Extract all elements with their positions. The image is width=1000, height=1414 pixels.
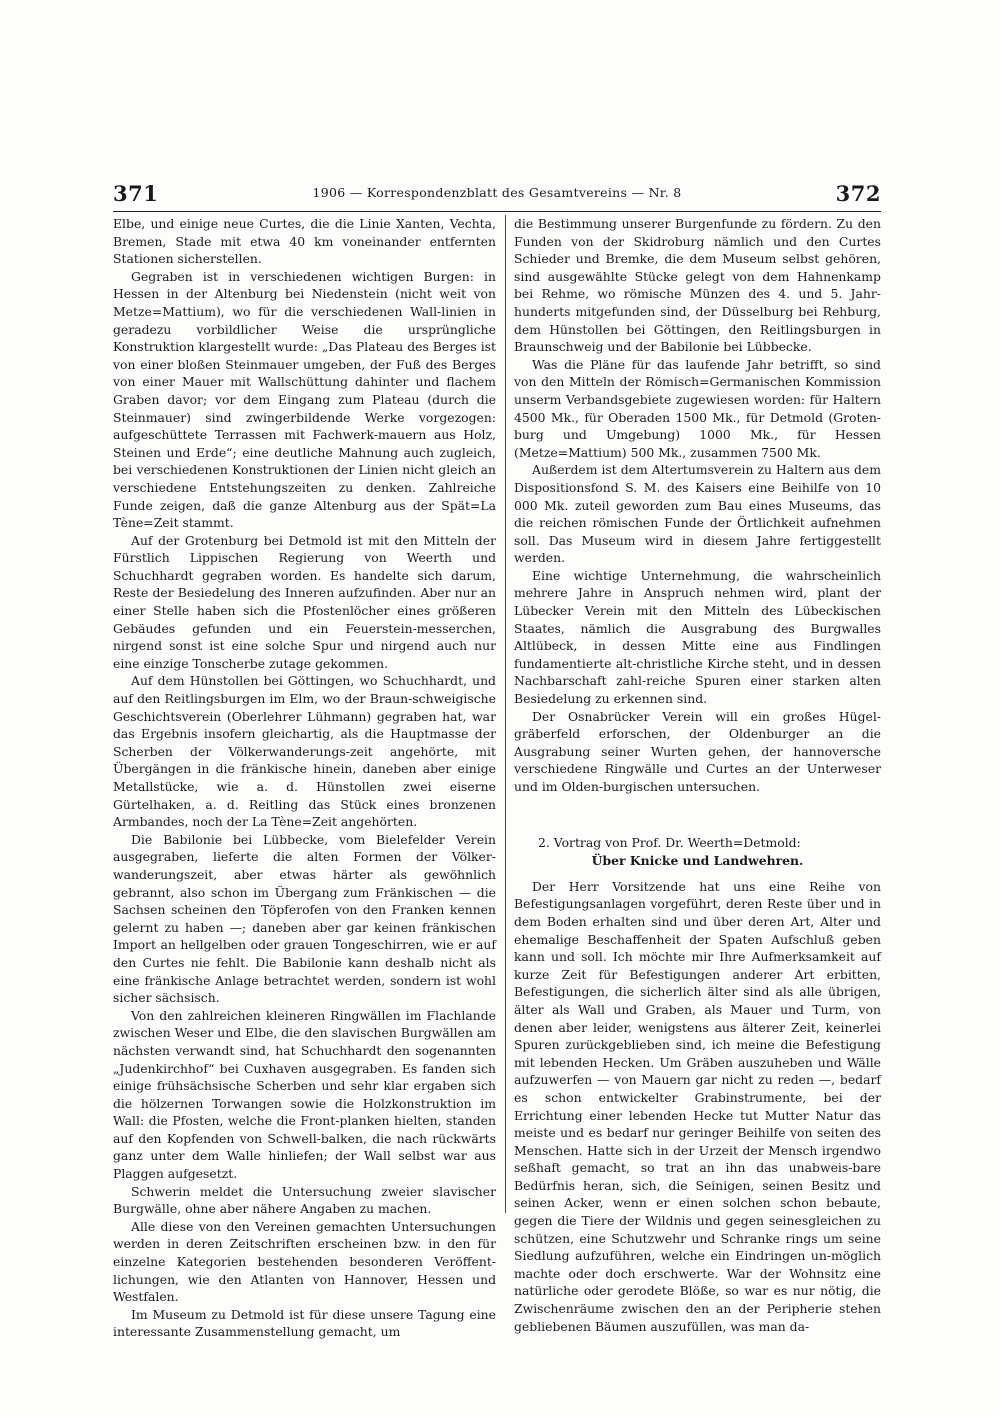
- page-number-left: 371: [113, 181, 159, 206]
- right-column: [514, 215, 881, 1335]
- paragraph: Die Babilonie bei Lübbecke, vom Bielefelder Verein ausgegraben, lieferte die alten Formen der Völker-wanderungszeit, aber etwas härter als gewöhnlich gebrannt, also schon im Übergang zum Fränkischen — die Sachsen scheinen den Töpferofen von den Franken kennen gelernt zu haben —; daneben aber gar keinen fränkischen Import an hellgelben oder grauen Tongeschirren, wie er auf den Curtes nie fehlt. Die Babilonie kann deshalb nicht als eine fränkische Anlage betrachtet werden, sondern ist wohl sicher sächsisch.: [113, 831, 496, 1006]
- paragraph: Auf der Grotenburg bei Detmold ist mit den Mitteln der Fürstlich Lippischen Regierung von Weerth und Schuchhardt gegraben worden. Es handelte sich darum, Reste der Besiedelung des Inneren aufzufinden. Aber nur an einer Stelle haben sich die Pfostenlöcher eines größeren Gebäudes gefunden und ein Feuerstein-messerchen, nirgend sonst ist eine solche Spur und nirgend auch nur eine einzige Tonscherbe zutage gekommen.: [113, 532, 496, 671]
- paragraph: die Bestimmung unserer Burgenfunde zu fördern. Zu den Funden von der Skidroburg nämlich und den Curtes Schieder und Bremke, die dem Museum selbst gehören, sind ausgewählte Stücke gelegt von dem Hahnenkamp bei Rehme, wo römische Münzen des 4. und 5. Jahr-hunderts mitgefunden sind, der Düsselburg bei Rehburg, dem Hünstollen bei Göttingen, den Reitlingsburgen in Braunschweig und der Babilonie bei Lübbecke.: [514, 216, 881, 355]
- column-divider: [505, 215, 506, 1213]
- paragraph: Von den zahlreichen kleineren Ringwällen im Flachlande zwischen Weser und Elbe, die den slavischen Burgwällen am nächsten verwandt sind, hat Schuchhardt den sogenannten „Judenkirchhof“ bei Cuxhaven ausgegraben. Es fanden sich einige frühsächsische Scherben und sehr klar ergaben sich die hölzernen Torwangen sowie die Holzkonstruktion im Wall: die Pfosten, welche die Front-planken hielten, standen auf den Kopfenden von Schwell-balken, die nach rückwärts ganz unter dem Walle hinliefen; der Wall selbst war aus Plaggen aufgesetzt.: [113, 1007, 497, 1182]
- paragraph: Schwerin meldet die Untersuchung zweier slavischer Burgwälle, ohne aber nähere Angaben zu machen.: [113, 1183, 496, 1217]
- page-number-right: 372: [835, 181, 881, 206]
- page-header: [113, 181, 881, 212]
- paragraph: Der Osnabrücker Verein will ein großes Hügel-gräberfeld erforschen, der Oldenburger an die Ausgrabung seiner Wurten gehen, der hannoversche verschiedene Ringwälle und Curtes an der Unterweser und im Olden-burgischen untersuchen.: [514, 708, 881, 794]
- paragraph: Alle diese von den Vereinen gemachten Untersuchungen werden in deren Zeitschriften erscheinen bzw. in den für einzelne Kategorien bestehenden besonderen Veröffent-lichungen, wie den Atlanten von Hannover, Hessen und Westfalen.: [113, 1218, 496, 1305]
- paragraph: Außerdem ist dem Altertumsverein zu Haltern aus dem Dispositionsfond S. M. des Kaisers eine Beihilfe von 10 000 Mk. zuteil geworden zum Bau eines Museums, das die reichen römischen Funde der Örtlichkeit aufnehmen soll. Das Museum wird in diesem Jahre fertiggestellt werden.: [514, 462, 881, 566]
- paragraph: Elbe, und einige neue Curtes, die die Linie Xanten, Vechta, Bremen, Stade mit etwa 40 km voneinander entfernten Stationen sicherstellen.: [113, 216, 496, 267]
- paragraph: Auf dem Hünstollen bei Göttingen, wo Schuchhardt, und auf den Reitlingsburgen im Elm, wo der Braun-schweigische Geschichtsverein (Oberlehrer Lühmann) gegraben hat, war das Ergebnis insofern gleichartig, als die Hauptmasse der Scherben der Völkerwanderungs-zeit angehörte, mit Übergängen in die fränkische hinein, daneben aber einige Metallstücke, wie a. d. Hünstollen zwei eiserne Gürtelhaken, a. d. Reitling das Stück eines bronzenen Armbandes, noch der La Tène=Zeit angehörten.: [113, 673, 496, 830]
- paragraph: Der Herr Vorsitzende hat uns eine Reihe von Befestigungsanlagen vorgeführt, deren Reste über und in dem Boden erhalten sind und über deren Art, Alter und ehemalige Beschaffenheit der Spaten Aufschluß geben kann und soll. Ich möchte mir Ihre Aufmerksamkeit auf kurze Zeit für Befestigungen anderer Art erbitten, Befestigungen, die sicherlich älter sind als alle übrigen, älter als Wall und Graben, als Mauer und Turm, von denen aber leider, wenigstens aus älterer Zeit, keinerlei Spuren zurückgeblieben sind, ich meine die Befestigung mit lebenden Hecken. Um Gräben auszuheben und Wälle aufzuwerfen — von Mauern gar nicht zu reden —, bedarf es schon entwickelter Grabinstrumente, bei der Errichtung einer lebenden Hecke tut Mutter Natur das meiste und es bedarf nur geringer Beihilfe von seiten des Menschen. Hatte sich in der Urzeit der Mensch irgendwo seßhaft gemacht, so trat an ihn das unabweis-bare Bedürfnis heran, sich, die Seinigen, seinen Besitz und seinen Acker, wenn er einen solchen schon bebaute, gegen die Tiere der Wildnis und gegen seinesgleichen zu schützen, eine Schutzwehr und Schranke rings um seine Siedlung aufzuführen, welche ein Eindringen un-möglich machte oder doch erschwerte. War der Wohnsitz eine natürliche oder gerodete Blöße, so war es nur nötig, die Zwischenräume zwischen den an der Peripherie stehen gebliebenen Bäumen auszufüllen, was man da-: [514, 878, 881, 1334]
- talk-heading: 2. Vortrag von Prof. Dr. Weerth=Detmold:: [538, 834, 801, 850]
- paragraph: Eine wichtige Unternehmung, die wahrscheinlich mehrere Jahre in Anspruch nehmen wird, plant der Lübecker Verein mit den Mitteln des Lübeckischen Staates, nämlich die Ausgrabung des Burgwalles Altlübeck, in dessen Mitte eine aus Findlingen fundamentierte alt-christliche Kirche steht, und in dessen Nachbarschaft zahl-reiche Spuren einer starken alten Besiedelung zu erkennen sind.: [514, 567, 881, 707]
- paragraph: Im Museum zu Detmold ist für diese unsere Tagung eine interessante Zusammenstellung gemacht, um: [113, 1306, 496, 1340]
- left-column: [113, 215, 496, 1341]
- talk-title: Über Knicke und Landwehren.: [591, 853, 804, 869]
- running-title: 1906 — Korrespondenzblatt des Gesamtvereins — Nr. 8: [312, 185, 682, 200]
- paragraph: Was die Pläne für das laufende Jahr betrifft, so sind von den Mitteln der Römisch=Germanischen Kommission unserm Verbandsgebiete zugewiesen worden: für Haltern 4500 Mk., für Oberaden 1500 Mk., für Detmold (Groten-burg und Umgebung) 1000 Mk., für Hessen (Metze=Mattium) 500 Mk., zusammen 7500 Mk.: [514, 356, 881, 460]
- paragraph: Gegraben ist in verschiedenen wichtigen Burgen: in Hessen in der Altenburg bei Niedenstein (nicht weit von Metze=Mattium), wo für die verschiedenen Wall-linien in geradezu vorbildlicher Weise die ursprüngliche Konstruktion klargestellt wurde: „Das Plateau des Berges ist von einer bloßen Steinmauer umgeben, der Fuß des Berges von einer Mauer mit Wallschüttung dahinter und flachem Graben davor; vor dem Eingang zum Plateau (durch die Steinmauer) sind zwingerbildende Werke vorgezogen: aufgeschüttete Terrassen mit Fachwerk-mauern aus Holz, Steinen und Erde“; eine deutliche Mahnung auch zugleich, bei verschiedenen Konstruktionen der Linien nicht gleich an verschiedene Entstehungszeiten zu denken. Zahlreiche Funde zeigen, daß die ganze Altenburg aus der Spät=La Tène=Zeit stammt.: [113, 268, 497, 531]
